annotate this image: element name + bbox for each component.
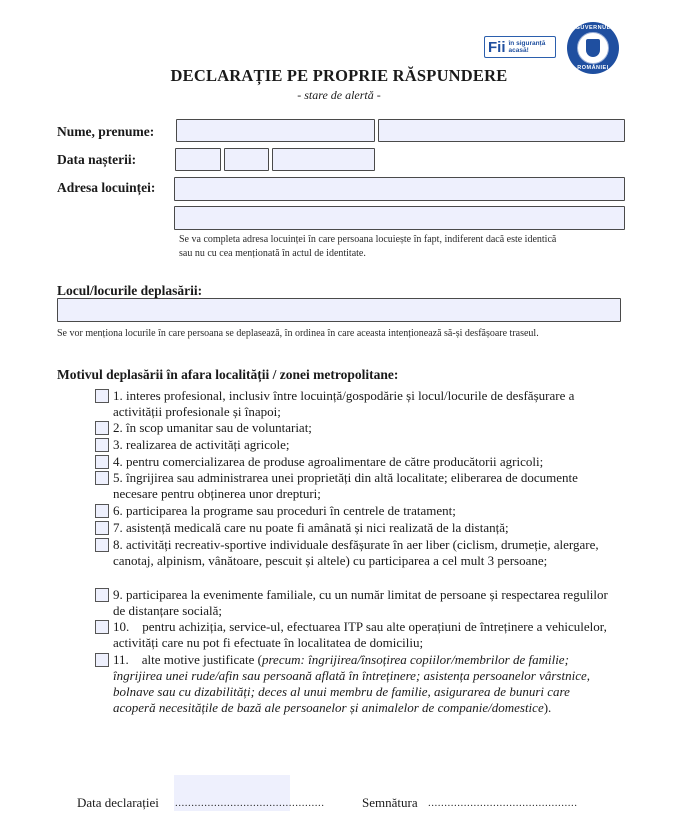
reason-checkbox-1[interactable] (95, 389, 109, 403)
birth-year-field[interactable] (272, 148, 375, 171)
reason-checkbox-3[interactable] (95, 438, 109, 452)
reason-item-2 (95, 420, 615, 436)
reason-checkbox-5[interactable] (95, 471, 109, 485)
reason-item-6 (95, 503, 615, 519)
reason-item-1 (95, 388, 615, 420)
reason-text-10: 10. pentru achiziția, service-ul, efectuarea ITP sau alte operațiuni de întreținere a vehiculelor, activități care nu pot fi efectuate în localitatea de domiciliu; (113, 619, 611, 650)
destination-field[interactable] (57, 298, 621, 322)
address-note: Se va completa adresa locuinței în care persoana locuiește în fapt, indiferent dacă este identică sau nu cu cea menționată în actul de identitate. (179, 234, 557, 259)
reason-item-4 (95, 454, 615, 470)
address-label: Adresa locuinței: (57, 180, 156, 195)
reason-text-11: 11. alte motive justificate (precum: îngrijirea/însoțirea copiilor/membrilor de familie; îngrijirea unei rude/afin sau persoană aflată în întreținere; asistența persoanelor vârstnice, bolnave sau cu dizabilități; deces al unui membru de familie, asigurarea de bunuri care acoperă necesitățile de bază ale persoanelor și animalelor de companie/domestice). (113, 652, 594, 715)
reason-item-9 (95, 587, 615, 619)
signature-label: Semnătura (362, 795, 418, 810)
fii-in-siguranta-badge (484, 36, 556, 58)
reason-text-2: 2. în scop umanitar sau de voluntariat; (113, 420, 312, 435)
reason-item-5 (95, 470, 615, 502)
reason-checkbox-6[interactable] (95, 504, 109, 518)
address-line1-field[interactable] (174, 177, 625, 201)
reason-checkbox-7[interactable] (95, 521, 109, 535)
name-label: Nume, prenume: (57, 124, 155, 139)
reason-checkbox-4[interactable] (95, 455, 109, 469)
birth-date-label: Data nașterii: (57, 152, 137, 167)
badge-fii-text: Fii (488, 38, 506, 56)
reason-text-9: 9. participarea la evenimente familiale, cu un număr limitat de persoane și respectarea regulilor de distanțare socială; (113, 587, 608, 618)
destination-note: Se vor menționa locurile în care persoana se deplasează, în ordinea în care aceasta intenționează să-și desfășoare traseul. (57, 328, 539, 339)
reason-text-4: 4. pentru comercializarea de produse agroalimentare de către producătorii agricoli; (113, 454, 544, 469)
birth-month-field[interactable] (224, 148, 269, 171)
first-name-field[interactable] (378, 119, 625, 142)
reason-item-8 (95, 537, 615, 569)
reason-checkbox-10[interactable] (95, 620, 109, 634)
reason-item-3 (95, 437, 615, 453)
reason-text-6: 6. participarea la programe sau proceduri în centrele de tratament; (113, 503, 456, 518)
declaration-date-label: Data declarației (77, 795, 159, 810)
eagle-crest-icon (586, 39, 600, 57)
reason-checkbox-8[interactable] (95, 538, 109, 552)
reasons-heading: Motivul deplasării în afara localității / zonei metropolitane: (57, 367, 399, 382)
signature-line[interactable]: .............................................. (428, 797, 578, 809)
seal-bottom-text: ROMÂNIEI (577, 65, 609, 71)
reason-text-3: 3. realizarea de activități agricole; (113, 437, 290, 452)
reason-text-1: 1. interes profesional, inclusiv între locuință/gospodărie și locul/locurile de desfășurare a activității profesionale și înapoi; (113, 388, 575, 419)
seal-top-text: GUVERNUL (575, 25, 611, 31)
reason-item-11 (95, 652, 615, 716)
address-line2-field[interactable] (174, 206, 625, 230)
reason-item-10 (95, 619, 615, 651)
declaration-date-dots: .............................................. (175, 797, 325, 809)
reason-checkbox-11[interactable] (95, 653, 109, 667)
birth-day-field[interactable] (175, 148, 221, 171)
destination-label: Locul/locurile deplasării: (57, 283, 203, 298)
reason-item-7 (95, 520, 615, 536)
page-title: DECLARAȚIE PE PROPRIE RĂSPUNDERE (170, 66, 508, 85)
reason-text-7: 7. asistență medicală care nu poate fi amânată și nici realizată de la distanță; (113, 520, 509, 535)
reason-checkbox-9[interactable] (95, 588, 109, 602)
reason-checkbox-2[interactable] (95, 421, 109, 435)
last-name-field[interactable] (176, 119, 375, 142)
page-subtitle: - stare de alertă - (297, 88, 381, 102)
reason-text-5: 5. îngrijirea sau administrarea unei proprietăți din altă localitate; eliberarea de documente necesare pentru obținerea unor drepturi; (113, 470, 578, 501)
badge-subtext: în siguranță acasă! (508, 40, 546, 54)
reason-text-8: 8. activități recreativ-sportive individuale desfășurate în aer liber (ciclism, drumeție, alergare, canotaj, alpinism, vânătoare, pescuit și altele) cu participarea a cel mult 3 persoane; (113, 537, 599, 568)
